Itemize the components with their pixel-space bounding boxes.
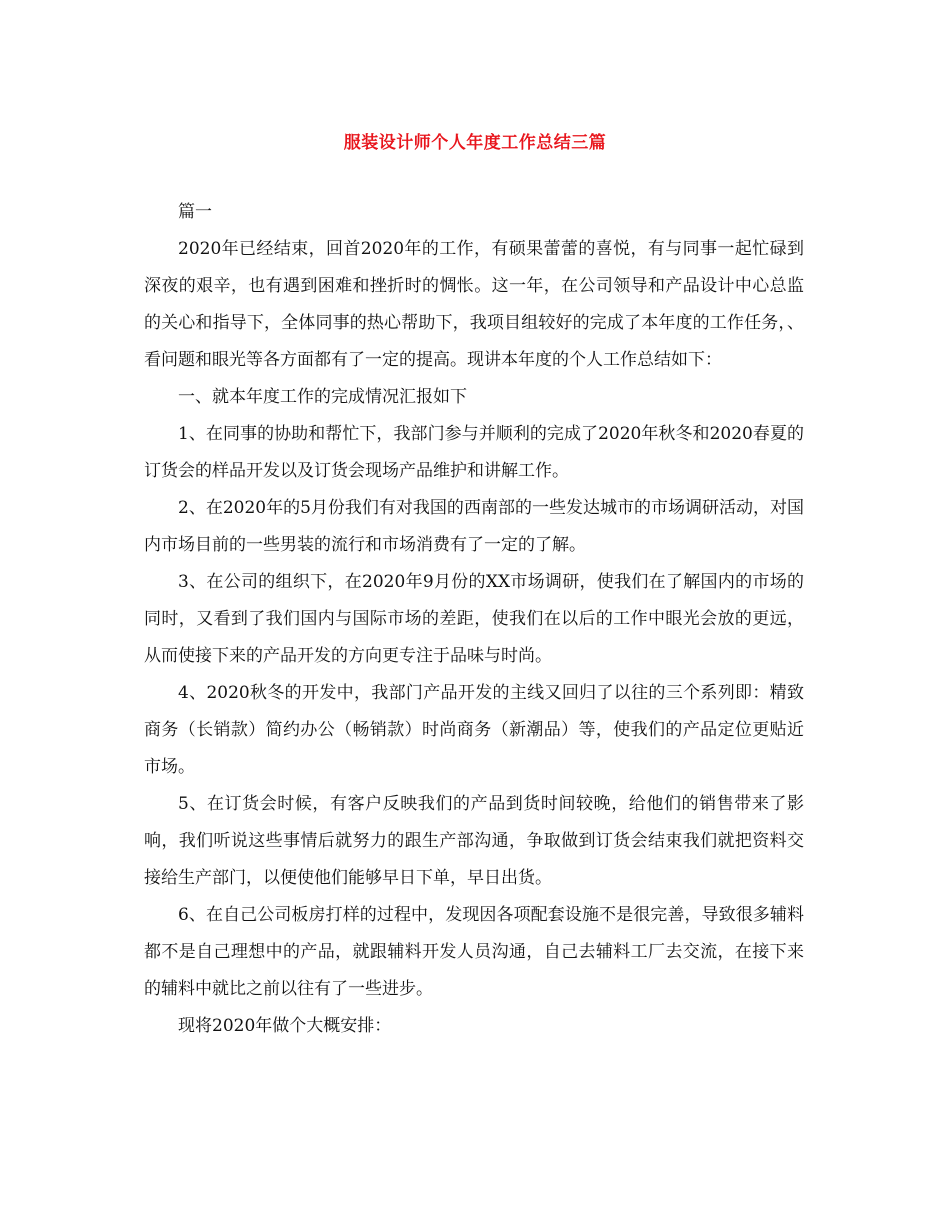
list-item: 6、在自己公司板房打样的过程中，发现因各项配套设施不是很完善，导致很多辅料都不是自己理想中的产品，就跟辅料开发人员沟通，自己去辅料工厂去交流，在接下来的辅料中就比之前以往有了一些进步。: [144, 905, 804, 999]
list-item: 1、在同事的协助和帮忙下，我部门参与并顺利的完成了2020年秋冬和2020春夏的订货会的样品开发以及订货会现场产品维护和讲解工作。: [144, 424, 804, 481]
paragraph: 2020年已经结束，回首2020年的工作，有硕果蕾蕾的喜悦，有与同事一起忙碌到深夜的艰辛，也有遇到困难和挫折时的惆怅。这一年，在公司领导和产品设计中心总监的关心和指导下，全体同事的热心帮助下，我项目组较好的完成了本年度的工作任务，、看问题和眼光等各方面都有了一定的提高。现讲本年度的个人工作总结如下：: [144, 239, 804, 370]
document-title: 服装设计师个人年度工作总结三篇: [343, 133, 607, 153]
list-item: 2、在2020年的5月份我们有对我国的西南部的一些发达城市的市场调研活动，对国内市场目前的一些男装的流行和市场消费有了一定的了解。: [144, 498, 804, 555]
list-item: 3、在公司的组织下，在2020年9月份的XX市场调研，使我们在了解国内的市场的同时，又看到了我们国内与国际市场的差距，使我们在以后的工作中眼光会放的更远，从而使接下来的产品开发的方向更专注于品味与时尚。: [144, 572, 804, 666]
section-heading: 篇一: [178, 202, 212, 222]
list-item: 4、2020秋冬的开发中，我部门产品开发的主线又回归了以往的三个系列即：精致商务（长销款）简约办公（畅销款）时尚商务（新潮品）等，使我们的产品定位更贴近市场。: [144, 683, 804, 777]
list-item: 5、在订货会时候，有客户反映我们的产品到货时间较晚，给他们的销售带来了影响，我们听说这些事情后就努力的跟生产部沟通，争取做到订货会结束我们就把资料交接给生产部门，以便使他们能够早日下单，早日出货。: [144, 794, 804, 888]
paragraph: 现将2020年做个大概安排：: [178, 1016, 392, 1036]
document-body: [144, 194, 804, 1045]
subsection-heading: 一、就本年度工作的完成情况汇报如下: [178, 387, 467, 407]
